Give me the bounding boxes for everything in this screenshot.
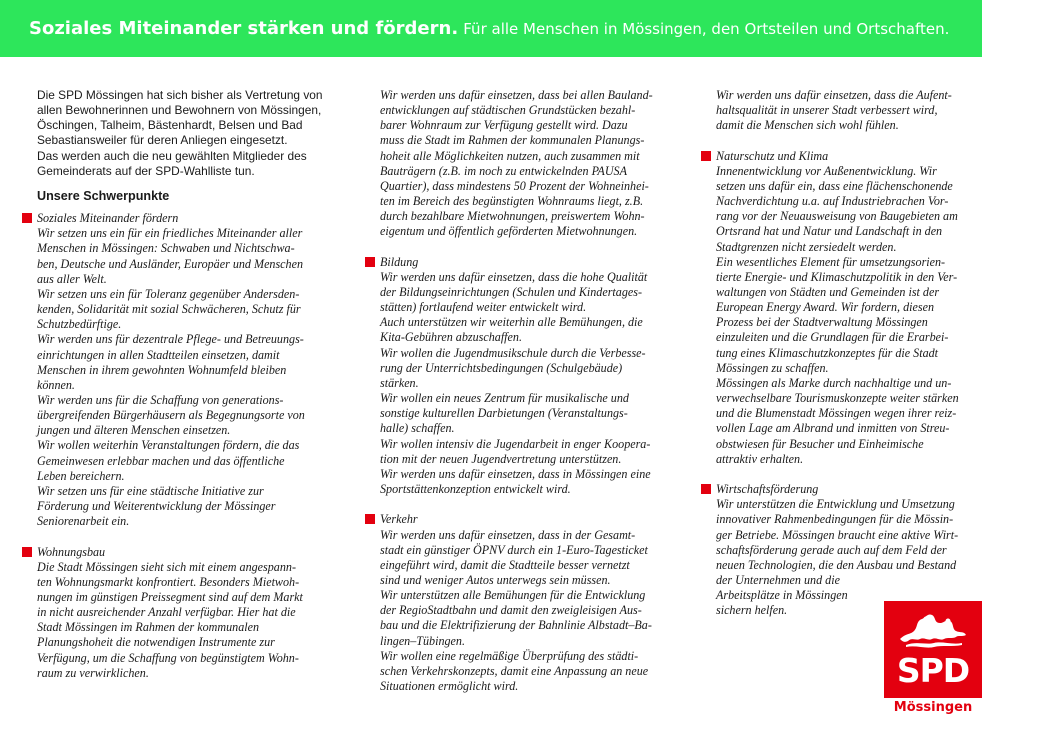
section-title: Bildung — [380, 255, 682, 270]
focus-heading: Unsere Schwerpunkte — [37, 188, 170, 203]
logo-city: Mössingen — [893, 700, 973, 715]
section-body: Die Stadt Mössingen sieht sich mit einem angespann- ten Wohnungsmarkt konfrontiert. Besonders Mietwoh- nungen im günstigen Preissegment sind auf dem Markt in nicht ausreichender Anzahl verfügbar. Hier hat die Stadt Mössingen im Rahmen der kommunalen Planungshoheit die notwendigen Instrumente zur Verfügung, um die Schaffung von begünstigtem Wohn- raum zu verwirklichen. — [37, 559, 303, 680]
section-soziales — [37, 211, 343, 529]
column-middle — [380, 88, 682, 709]
intro-text: Die SPD Mössingen hat sich bisher als Vertretung von allen Bewohnerinnen und Bewohnern von Mössingen, Öschingen, Talheim, Bästenhardt, Belsen und Bad Sebastiansweiler für deren Anliegen eingesetzt. Das werden auch die neu gewählten Mitglieder des Gemeinderats auf der SPD-Wahlliste tun. — [37, 88, 323, 178]
red-square-bullet-icon — [701, 151, 711, 161]
section-title: Naturschutz und Klima — [716, 149, 986, 164]
section-naturschutz — [716, 149, 986, 467]
section-verkehr — [380, 512, 682, 694]
red-square-bullet-icon — [22, 213, 32, 223]
section-title: Wirtschaftsförderung — [716, 482, 986, 497]
section-wohnungsbau — [37, 545, 343, 681]
red-square-bullet-icon — [701, 484, 711, 494]
logo-red-box — [884, 601, 982, 698]
section-body: Wir werden uns dafür einsetzen, dass bei allen Bauland- entwicklungen auf städtischen Grundstücken bezahl- barer Wohnraum zur Verfügung gestellt wird. Dazu muss die Stadt im Rahmen der kommunalen Planungs- hoheit alle Möglichkeiten nutzen, auch zusammen mit Bauträgern (z.B. im noch zu entwickelnden PAUSA Quartier), dass mindestens 50 Prozent der Wohneinhei- ten im Bereich des begünstigten Wohnraums liegt, z.B. durch bezahlbare Mietwohnungen, preiswertem Wohn- eigentum und öffentlich geförderten Mietwohnungen. — [380, 88, 653, 239]
spd-logo — [884, 601, 982, 719]
section-body: Wir werden uns dafür einsetzen, dass in der Gesamt- stadt ein günstiger ÖPNV durch ein 1-Euro-Tagesticket eingeführt wird, damit die Stadtteile besser vernetzt sind und weniger Autos unterwegs sein müssen. Wir unterstützen alle Bemühungen für die Entwicklung der RegioStadtbahn und damit den zweigleisigen Aus- bau und die Elektrifizierung der Bahnlinie Albstadt–Ba- lingen–Tübingen. Wir wollen eine regelmäßige Überprüfung des städti- schen Verkehrskonzepts, damit eine Anpassung an neue Situationen ermöglicht wird. — [380, 527, 652, 694]
section-wirtschaft — [716, 482, 986, 618]
section-wohnungsbau-continued — [380, 88, 682, 240]
column-right — [716, 88, 986, 634]
page-title: Soziales Miteinander stärken und fördern. — [29, 18, 459, 39]
section-bildung — [380, 255, 682, 498]
red-square-bullet-icon — [365, 514, 375, 524]
section-body: Wir setzen uns ein für ein friedliches Miteinander aller Menschen in Mössingen: Schwaben und Nichtschwa- ben, Deutsche und Ausländer, Europäer und Menschen aus aller Welt. Wir setzen uns ein für Toleranz gegenüber Andersden- kenden, Solidarität mit sozial Schwächeren, Schutz für Schutzbedürftige. Wir werden uns für dezentrale Pflege- und Betreuungs- einrichtungen in allen Stadtteilen einsetzen, damit Menschen in ihrem gewohnten Wohnumfeld bleiben können. Wir werden uns für die Schaffung von generations- übergreifenden Bürgerhäusern als Begegnungsorte von jungen und älteren Menschen einsetzen. Wir wollen weiterhin Veranstaltungen fördern, die das Gemeinwesen erlebbar machen und das öffentliche Leben bereichern. Wir setzen uns für eine städtische Initiative zur Förderung und Weiterentwicklung der Mössinger Seniorenarbeit ein. — [37, 226, 305, 529]
section-title: Soziales Miteinander fördern — [37, 211, 343, 226]
section-title: Wohnungsbau — [37, 545, 343, 560]
section-body: Wir werden uns dafür einsetzen, dass die Aufent- haltsqualität in unserer Stadt verbessert wird, damit die Menschen sich wohl fühlen. — [716, 88, 952, 133]
page-header — [0, 0, 982, 57]
red-square-bullet-icon — [22, 547, 32, 557]
logo-text: SPD — [896, 651, 970, 690]
red-square-bullet-icon — [365, 257, 375, 267]
section-body: Innenentwicklung vor Außenentwicklung. Wir setzen uns dafür ein, dass eine flächenschonende Nachverdichtung u.a. auf Industriebrachen Vor- rang vor der Neuausweisung von Baugebieten am Ortsrand hat und Natur und Landschaft in den Stadtgrenzen nicht zersiedelt werden. Ein wesentliches Element für umsetzungsorien- tierte Energie- und Klimaschutzpolitik in den Ver- waltungen von Städten und Gemeinden ist der European Energy Award. Wir fordern, diesen Prozess bei der Stadtverwaltung Mössingen einzuleiten und die Grundlagen für die Erarbei- tung eines Klimaschutzkonzeptes für die Stadt Mössingen zu schaffen. Mössingen als Marke durch nachhaltige und un- verwechselbare Tourismuskonzepte weiter stärken und die Blumenstadt Mössingen wegen ihrer reiz- vollen Lage am Albrand und inmitten von Streu- obstwiesen für Besucher und Einheimische attraktiv erhalten. — [716, 163, 959, 466]
lion-emblem-icon — [896, 605, 970, 649]
column-left — [37, 88, 343, 696]
page-subtitle: Für alle Menschen in Mössingen, den Ortsteilen und Ortschaften. — [463, 20, 950, 38]
section-verkehr-continued — [716, 88, 986, 133]
section-title: Verkehr — [380, 512, 682, 527]
section-body: Wir unterstützen die Entwicklung und Umsetzung innovativer Rahmenbedingungen für die Mössin- ger Betriebe. Mössingen braucht eine aktive Wirt- schaftsförderung gerade auch auf dem Feld der neuen Technologien, die den Ausbau und Bestand der Unternehmen und die Arbeitsplätze in Mössingen sichern helfen. — [716, 497, 959, 618]
section-body: Wir werden uns dafür einsetzen, dass die hohe Qualität der Bildungseinrichtungen (Schulen und Kindertages- stätten) fortlaufend weiter entwickelt wird. Auch unterstützen wir weiterhin alle Bemühungen, die Kita-Gebühren abzuschaffen. Wir wollen die Jugendmusikschule durch die Verbesse- rung der Unterrichtsbedingungen (Schulgebäude) stärken. Wir wollen ein neues Zentrum für musikalische und sonstige kulturellen Darbietungen (Veranstaltungs- halle) schaffen. Wir wollen intensiv die Jugendarbeit in enger Koopera- tion mit der neuen Jugendvertretung unterstützen. Wir werden uns dafür einsetzen, dass in Mössingen eine Sportstättenkonzeption entwickelt wird. — [380, 269, 651, 497]
